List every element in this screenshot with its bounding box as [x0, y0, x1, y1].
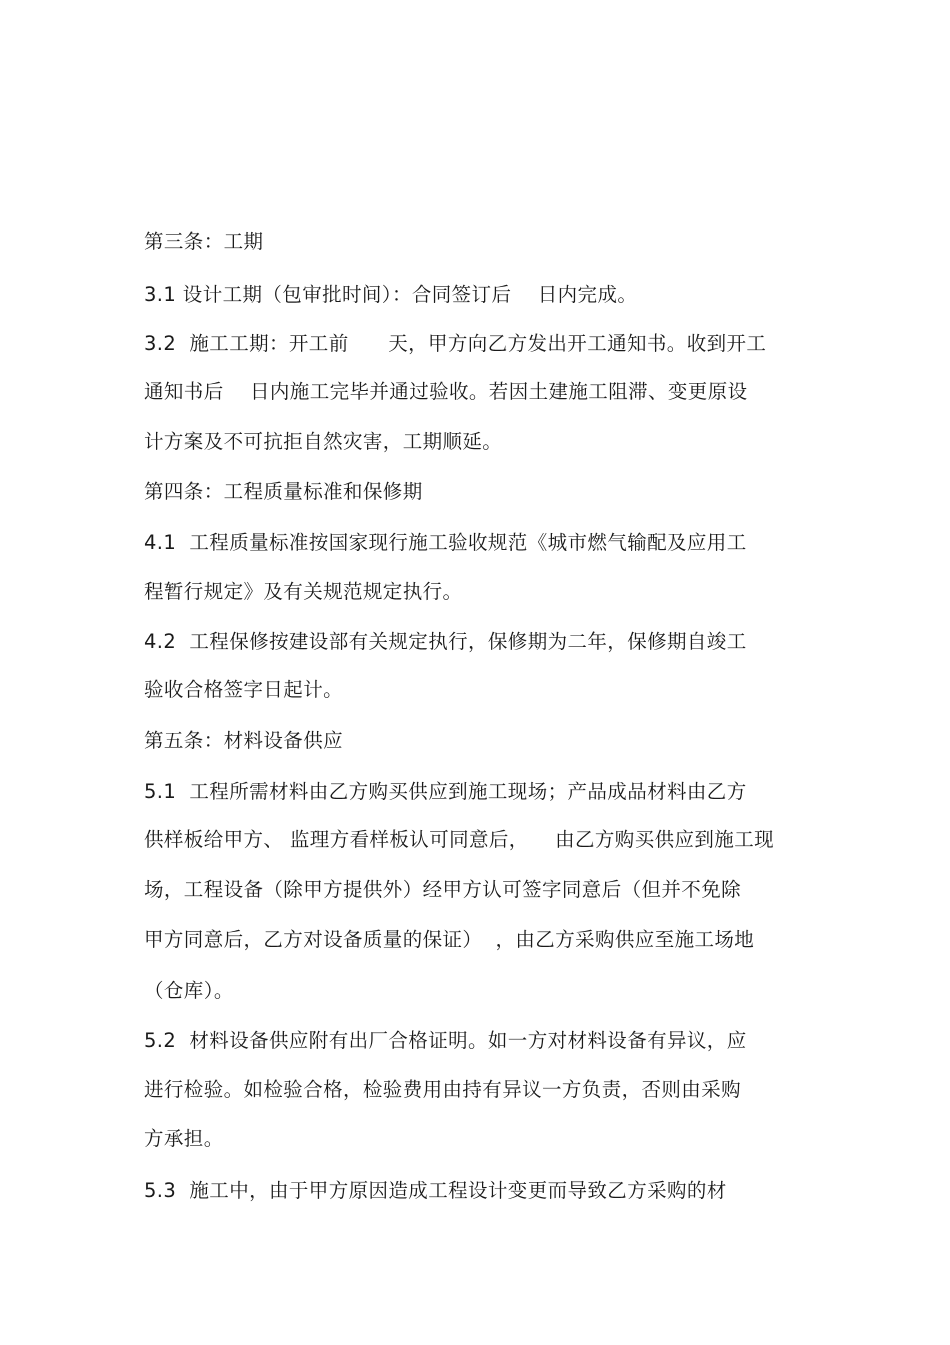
clause-3-2-line-1: 3.2 施工工期：开工前 天，甲方向乙方发出开工通知书。收到开工 [144, 332, 767, 355]
clause-5-2-line-2: 进行检验。如检验合格，检验费用由持有异议一方负责，否则由采购 [144, 1078, 742, 1101]
clause-5-1-line-3: 场，工程设备（除甲方提供外）经甲方认可签字同意后（但并不免除 [144, 878, 742, 901]
clause-4-1-line-2: 程暂行规定》及有关规范规定执行。 [144, 580, 463, 603]
clause-4-2-line-2: 验收合格签字日起计。 [144, 678, 344, 701]
clause-5-1-line-1: 5.1 工程所需材料由乙方购买供应到施工现场；产品成品材料由乙方 [144, 780, 747, 803]
clause-4-2-line-1: 4.2 工程保修按建设部有关规定执行，保修期为二年，保修期自竣工 [144, 630, 747, 653]
clause-5-2-line-3: 方承担。 [144, 1127, 224, 1150]
clause-3-1: 3.1 设计工期（包审批时间）：合同签订后 日内完成。 [144, 283, 638, 306]
clause-5-1-line-5: （仓库）。 [144, 979, 234, 1002]
clause-5-1-line-4: 甲方同意后，乙方对设备质量的保证） ，由乙方采购供应至施工场地 [144, 928, 755, 951]
article-4-heading: 第四条：工程质量标准和保修期 [144, 480, 423, 503]
clause-3-2-line-3: 计方案及不可抗拒自然灾害，工期顺延。 [144, 430, 503, 453]
clause-5-2-line-1: 5.2 材料设备供应附有出厂合格证明。如一方对材料设备有异议，应 [144, 1029, 747, 1052]
clause-5-1-line-2: 供样板给甲方、 监理方看样板认可同意后， 由乙方购买供应到施工现 [144, 828, 774, 851]
article-3-heading: 第三条：工期 [144, 230, 264, 253]
article-5-heading: 第五条：材料设备供应 [144, 729, 344, 752]
clause-4-1-line-1: 4.1 工程质量标准按国家现行施工验收规范《城市燃气输配及应用工 [144, 531, 747, 554]
clause-5-3-line-1: 5.3 施工中，由于甲方原因造成工程设计变更而导致乙方采购的材 [144, 1179, 727, 1202]
clause-3-2-line-2: 通知书后 日内施工完毕并通过验收。若因土建施工阻滞、变更原设 [144, 380, 748, 403]
